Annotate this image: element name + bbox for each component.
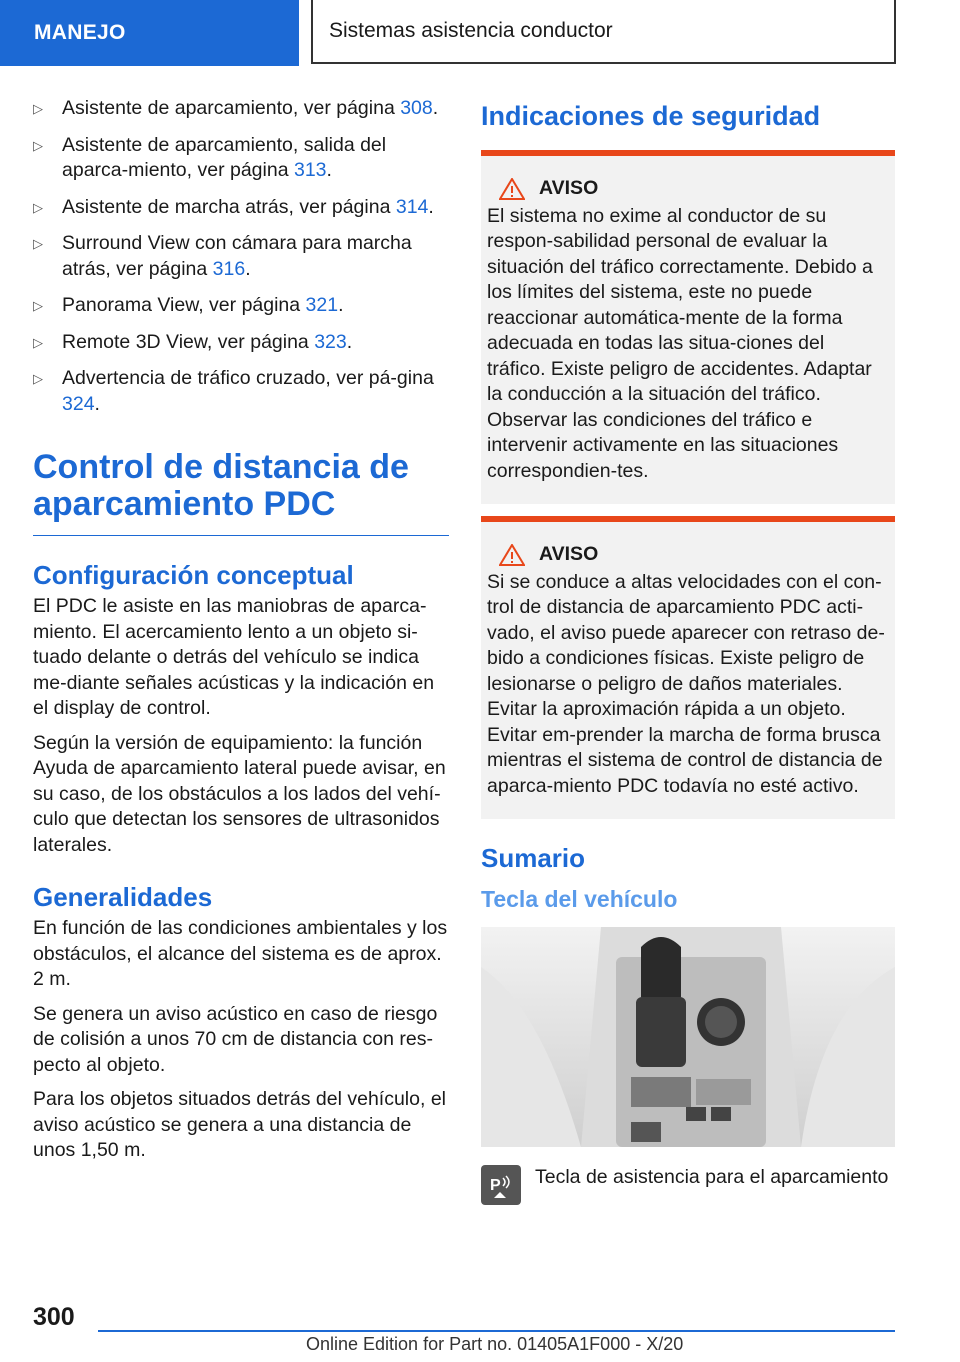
warning-text: Si se conduce a altas velocidades con el con-trol de distancia de aparcamiento PDC acti-vado, el aviso puede aparecer con retraso de-bido a condiciones físicas. Existe peligro de lesionarse o peligro de daños materiales. Evitar la aproximación rápida a un objeto. Evitar em-prender la marcha de forma brusca mientras el sistema de control de distancia de aparca-miento PDC todavía no esté activo. — [487, 570, 885, 797]
center-console-illustration — [481, 927, 895, 1147]
footer-divider — [98, 1330, 895, 1332]
safety-heading: Indicaciones de seguridad — [481, 101, 821, 131]
page-link[interactable]: 321 — [305, 294, 339, 316]
page-link[interactable]: 313 — [293, 159, 327, 181]
chapter-title: Sistemas asistencia conductor — [311, 0, 896, 64]
warning-header — [487, 542, 887, 568]
list-item: ▷ Advertencia de tráfico cruzado, ver pá-gina 324. — [33, 367, 434, 415]
console-photo — [481, 927, 895, 1147]
warning-triangle-icon — [499, 178, 525, 200]
summary-heading: Sumario — [481, 843, 586, 873]
warning-box — [481, 150, 895, 504]
section-tab[interactable]: MANEJO — [0, 0, 299, 66]
general-paragraph-1: En función de las condiciones ambientales y los obstáculos, el alcance del sistema es de aprox. 2 m. — [33, 917, 448, 990]
concept-paragraph-1: El PDC le asiste en las maniobras de aparca-miento. El acercamiento lento a un objeto si-tuado delante o detrás del vehículo se indica me-diante señales acústicas y la indicación en el display de control. — [33, 595, 435, 719]
triangle-bullet-icon: ▷ — [33, 101, 43, 116]
list-item: ▷ Panorama View, ver página 321. — [33, 293, 449, 319]
triangle-bullet-icon: ▷ — [33, 236, 43, 251]
list-item: ▷ Surround View con cámara para marcha atrás, ver página 316. — [33, 232, 412, 280]
page-link[interactable]: 324 — [62, 392, 95, 415]
triangle-bullet-icon: ▷ — [33, 137, 43, 153]
page-link[interactable]: 314 — [395, 195, 429, 218]
caption-text: Tecla de asistencia para el aparcamiento — [535, 1165, 889, 1188]
vehicle-key-heading: Tecla del vehículo — [481, 886, 678, 912]
list-item: ▷ Remote 3D View, ver página 323. — [33, 330, 449, 356]
triangle-bullet-icon: ▷ — [33, 298, 43, 313]
parking-assist-icon — [481, 1165, 521, 1205]
main-title: Control de distancia de aparcamiento PDC — [33, 449, 449, 536]
general-paragraph-2: Se genera un aviso acústico en caso de riesgo de colisión a unos 70 cm de distancia con res-pecto al objeto. — [33, 1002, 438, 1076]
page-link[interactable]: 308 — [400, 97, 433, 119]
left-column — [33, 96, 449, 1173]
svg-text:P: P — [490, 1176, 501, 1194]
edition-note: Online Edition for Part no. 01405A1F000 - X/20 — [306, 1334, 684, 1354]
page-header — [0, 0, 960, 66]
list-item: ▷ Asistente de aparcamiento, ver página 308. — [33, 96, 449, 122]
warning-box — [481, 516, 895, 819]
key-caption — [481, 1165, 895, 1205]
general-heading: Generalidades — [33, 882, 213, 912]
list-item: ▷ Asistente de aparcamiento, salida del aparca-miento, ver página 313. — [33, 133, 387, 181]
list-item: ▷ Asistente de marcha atrás, ver página 314. — [33, 195, 449, 221]
warning-label: AVISO — [539, 177, 599, 199]
right-column — [481, 96, 895, 1205]
concept-paragraph-2: Según la versión de equipamiento: la función Ayuda de aparcamiento lateral puede avisar, en su caso, de los obstáculos a los lados del vehí-culo que detectan los sensores de ultrasonidos laterales. — [33, 731, 446, 856]
warning-triangle-icon — [499, 544, 525, 566]
triangle-bullet-icon: ▷ — [33, 199, 43, 215]
page-link[interactable]: 316 — [212, 257, 246, 280]
general-paragraph-3: Para los objetos situados detrás del vehículo, el aviso acústico se genera a una distancia de unos 1,50 m. — [33, 1088, 446, 1161]
reference-list — [33, 96, 449, 417]
page-link[interactable]: 323 — [314, 330, 347, 353]
warning-label: AVISO — [539, 543, 599, 565]
triangle-bullet-icon: ▷ — [33, 371, 43, 386]
page-number: 300 — [33, 1303, 75, 1331]
warning-text: El sistema no exime al conductor de su respon-sabilidad personal de evaluar la situación del tráfico correctamente. Debido a los límites del sistema, este no puede reaccionar automática-mente de la forma adecuada en todas las situa-ciones del tráfico. Existe peligro de accidentes. Adaptar la conducción a la situación del tráfico. Observar las condiciones del tráfico e intervenir activamente en las situaciones correspondien-tes. — [487, 204, 873, 482]
warning-header — [487, 176, 887, 202]
concept-heading: Configuración conceptual — [33, 560, 354, 590]
triangle-bullet-icon: ▷ — [33, 334, 43, 350]
